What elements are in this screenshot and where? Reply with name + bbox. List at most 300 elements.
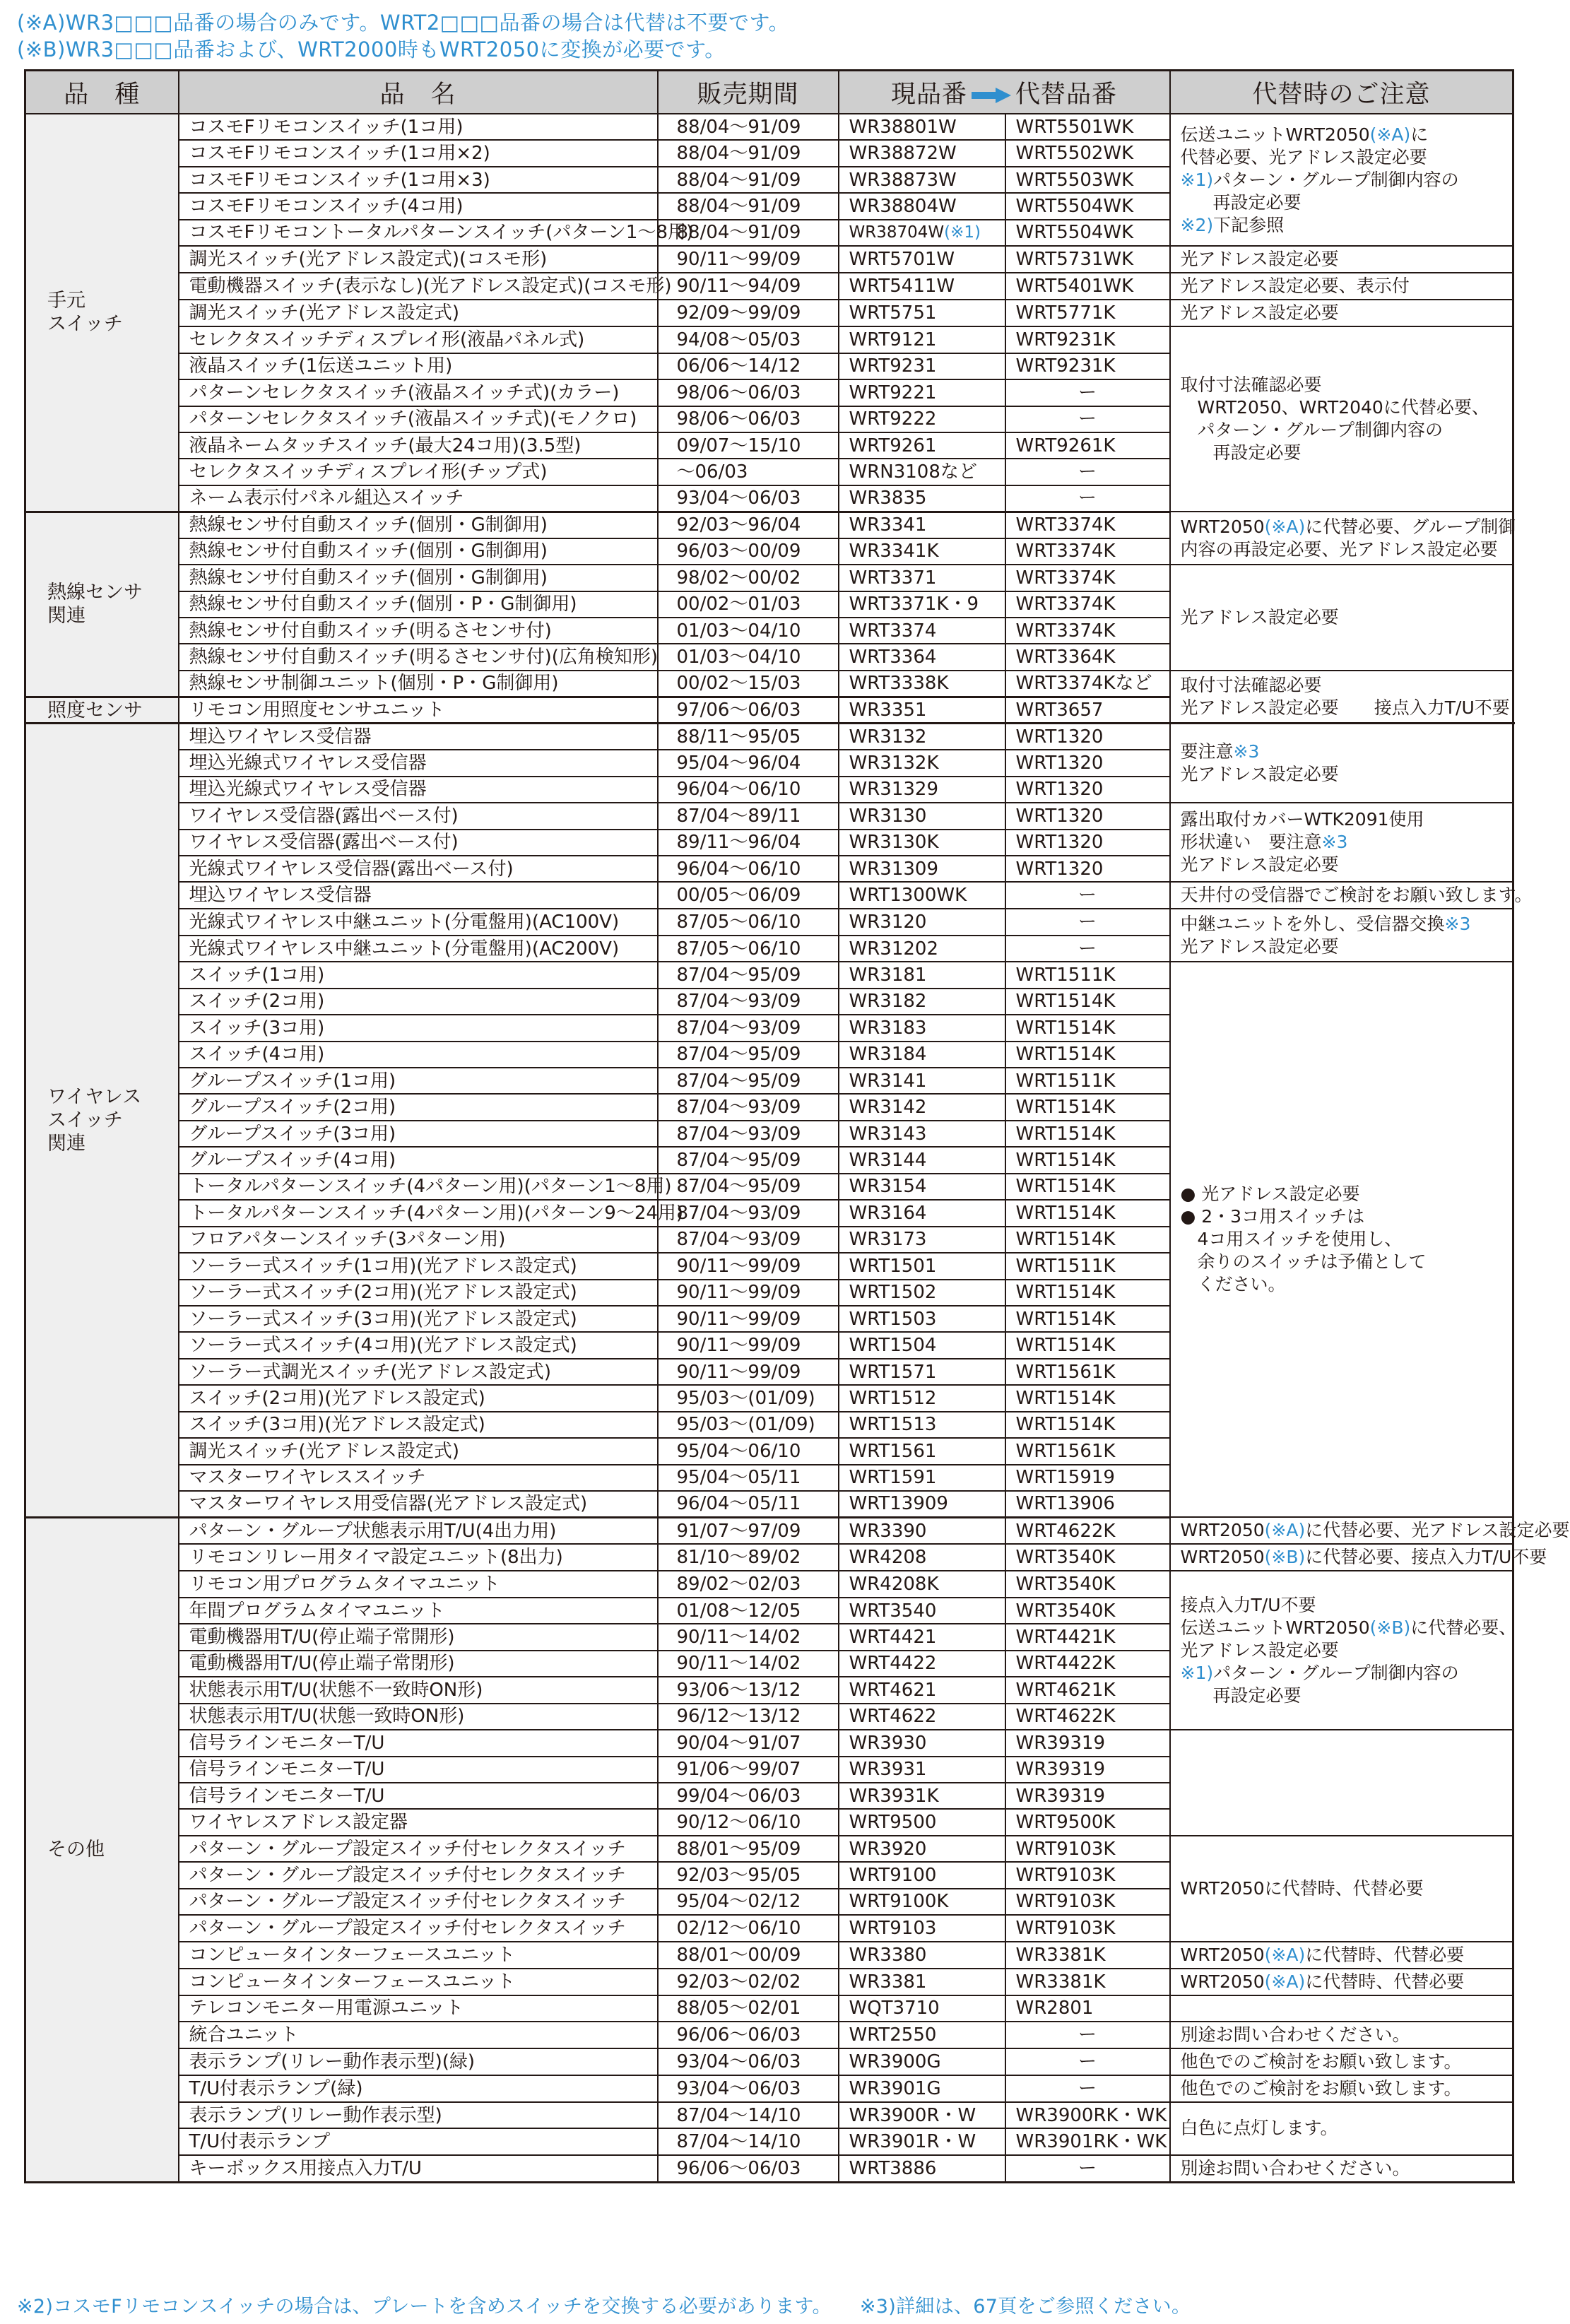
product-name-cell: パターン・グループ設定スイッチ付セレクタスイッチ — [179, 1915, 658, 1941]
product-name-cell: グループスイッチ(4コ用) — [179, 1147, 658, 1173]
replacement-part-cell: ー — [1005, 459, 1170, 485]
table-row — [25, 1544, 1513, 1571]
product-name-cell: 調光スイッチ(光アドレス設定式) — [179, 1438, 658, 1464]
product-name-cell: 熱線センサ付自動スイッチ(明るさセンサ付) — [179, 618, 658, 644]
current-part-cell — [839, 2075, 1005, 2102]
replacement-part-cell: WRT1561K — [1005, 1438, 1170, 1464]
period-cell: 01/08〜12/05 — [658, 1598, 839, 1624]
current-part-number: WR3142 — [849, 1097, 927, 1119]
period-cell: 87/05〜06/10 — [658, 936, 839, 962]
remark-line: 露出取付カバーWTK2091使用 — [1180, 809, 1424, 830]
replacement-part-cell: WRT4421K — [1005, 1624, 1170, 1650]
current-part-number: WRT3374 — [849, 620, 937, 642]
product-name-cell: 埋込ワイヤレス受信器 — [179, 724, 658, 750]
current-part-cell — [839, 830, 1005, 856]
current-part-number: WR3130 — [849, 805, 927, 827]
period-cell: 87/04〜93/09 — [658, 1015, 839, 1041]
remark-cell — [1170, 2022, 1513, 2048]
product-name-cell: 埋込光線式ワイヤレス受信器 — [179, 750, 658, 776]
remark-line: ※1)パターン・グループ制御内容の — [1180, 1662, 1459, 1683]
period-cell: 87/04〜93/09 — [658, 989, 839, 1015]
period-cell: 96/04〜05/11 — [658, 1491, 839, 1517]
replacement-part-cell: WRT1514K — [1005, 1121, 1170, 1147]
current-part-number: WR3143 — [849, 1123, 927, 1145]
category-label: 関連 — [47, 605, 85, 627]
current-part-number: WRT9221 — [849, 382, 937, 403]
product-name-cell: 表示ランプ(リレー動作表示型)(緑) — [179, 2048, 658, 2075]
current-part-number: WR3931 — [849, 1759, 927, 1781]
replacement-part-cell: WRT1511K — [1005, 1068, 1170, 1094]
current-part-number: WRT1300WK — [849, 885, 967, 907]
period-cell: 90/11〜94/09 — [658, 273, 839, 300]
product-name-cell: コスモFリモコンスイッチ(1コ用×3) — [179, 167, 658, 193]
current-part-number: WRT9100 — [849, 1864, 937, 1886]
product-name-cell: グループスイッチ(3コ用) — [179, 1121, 658, 1147]
product-name-cell: キーボックス用接点入力T/U — [179, 2155, 658, 2183]
current-part-number: WRT2550 — [849, 2024, 937, 2046]
table-row — [25, 962, 1513, 988]
remark-line: 再設定必要 — [1212, 442, 1302, 464]
remark-cell — [1170, 300, 1513, 326]
period-cell: 95/04〜02/12 — [658, 1889, 839, 1915]
product-name-cell: フロアパターンスイッチ(3パターン用) — [179, 1227, 658, 1253]
remark-line: 接点入力T/U不要 — [1180, 1594, 1316, 1615]
replacement-part-cell: WR3901RK・WK — [1005, 2128, 1170, 2154]
period-cell: 95/04〜96/04 — [658, 750, 839, 776]
current-part-number: WRT3364 — [849, 647, 937, 668]
period-cell: 90/11〜99/09 — [658, 1253, 839, 1279]
product-name-cell: 埋込ワイヤレス受信器 — [179, 882, 658, 909]
remark-cell — [1170, 2075, 1513, 2102]
current-part-cell — [839, 1969, 1005, 1995]
table-row — [25, 1942, 1513, 1969]
period-cell: 93/04〜06/03 — [658, 2048, 839, 2075]
period-cell: 87/04〜93/09 — [658, 1121, 839, 1147]
table-row — [25, 909, 1513, 935]
product-name-cell: セレクタスイッチディスプレイ形(チップ式) — [179, 459, 658, 485]
remark-cell — [1170, 2048, 1513, 2075]
remark-cell — [1170, 724, 1513, 803]
current-part-number: WRT9121 — [849, 329, 937, 350]
period-cell: 90/12〜06/10 — [658, 1809, 839, 1835]
replacement-part-cell: WRT4621K — [1005, 1677, 1170, 1703]
replacement-part-cell: WRT9231K — [1005, 353, 1170, 379]
current-part-number: WRT1513 — [849, 1414, 937, 1436]
replacement-part-cell: WR39319 — [1005, 1783, 1170, 1809]
product-name-cell: 熱線センサ付自動スイッチ(個別・G制御用) — [179, 512, 658, 538]
replacement-part-cell: WRT3540K — [1005, 1544, 1170, 1571]
replacement-part-cell: WR3381K — [1005, 1942, 1170, 1969]
remark-line: 光アドレス設定必要、表示付 — [1180, 276, 1410, 297]
current-part-number: WR3173 — [849, 1229, 927, 1251]
current-part-cell — [839, 644, 1005, 670]
current-part-cell — [839, 1598, 1005, 1624]
table-row — [25, 803, 1513, 829]
period-cell: 90/11〜99/09 — [658, 246, 839, 273]
replacement-part-cell: WRT4622K — [1005, 1517, 1170, 1544]
current-part-number: WR31329 — [849, 779, 938, 801]
current-part-cell — [839, 1359, 1005, 1385]
remark-cell — [1170, 114, 1513, 246]
period-cell: 90/04〜91/07 — [658, 1730, 839, 1756]
current-part-cell — [839, 167, 1005, 193]
current-part-number: WRT1591 — [849, 1467, 937, 1489]
replacement-part-cell: WRT5501WK — [1005, 114, 1170, 140]
product-name-cell: 熱線センサ付自動スイッチ(個別・P・G制御用) — [179, 591, 658, 618]
period-cell: 99/04〜06/03 — [658, 1783, 839, 1809]
remark-cell — [1170, 1969, 1513, 1995]
period-cell: 90/11〜99/09 — [658, 1306, 839, 1332]
current-part-cell — [839, 697, 1005, 723]
product-name-cell: パターンセレクタスイッチ(液晶スイッチ式)(カラー) — [179, 379, 658, 406]
current-part-number: WRT1503 — [849, 1308, 937, 1330]
replacement-part-cell: WRT3374K — [1005, 618, 1170, 644]
product-name-cell: T/U付表示ランプ(緑) — [179, 2075, 658, 2102]
replacement-part-cell: WRT9103K — [1005, 1836, 1170, 1862]
current-part-cell — [839, 220, 1005, 246]
table-row — [25, 671, 1513, 697]
remark-line: 白色に点灯します。 — [1180, 2118, 1338, 2139]
current-part-cell — [839, 114, 1005, 140]
current-part-number: WR31309 — [849, 858, 938, 880]
period-cell: 87/04〜93/09 — [658, 1094, 839, 1120]
current-part-cell — [839, 1651, 1005, 1677]
current-part-number: WRT3886 — [849, 2157, 937, 2179]
current-part-number: WR3183 — [849, 1017, 927, 1039]
remark-line: WRT2050(※B)に代替必要、接点入力T/U不要 — [1180, 1547, 1547, 1568]
period-cell: 90/11〜99/09 — [658, 1332, 839, 1358]
current-part-cell — [839, 512, 1005, 538]
table-row — [25, 2022, 1513, 2048]
current-part-cell — [839, 1757, 1005, 1783]
current-part-number: WR3154 — [849, 1176, 927, 1198]
product-name-cell: グループスイッチ(2コ用) — [179, 1094, 658, 1120]
replacement-part-cell: WRT1320 — [1005, 856, 1170, 882]
product-name-cell: ネーム表示付パネル組込スイッチ — [179, 485, 658, 512]
remark-line: 別途お問い合わせください。 — [1180, 2157, 1410, 2178]
current-part-cell — [839, 432, 1005, 459]
current-part-number: WR4208 — [849, 1547, 927, 1569]
product-name-cell: コスモFリモコントータルパターンスイッチ(パターン1〜8用) — [179, 220, 658, 246]
product-name-cell: 状態表示用T/U(状態不一致時ON形) — [179, 1677, 658, 1703]
current-part-number: WRT5751 — [849, 302, 937, 324]
current-part-number: WR38872W — [849, 143, 957, 165]
current-part-number: WRN3108など — [849, 461, 977, 483]
product-name-cell: 調光スイッチ(光アドレス設定式)(コスモ形) — [179, 246, 658, 273]
current-part-cell — [839, 777, 1005, 803]
remark-line: 光アドレス設定必要 — [1180, 607, 1339, 627]
product-name-cell: 信号ラインモニターT/U — [179, 1783, 658, 1809]
period-cell: 90/11〜14/02 — [658, 1624, 839, 1650]
replacement-part-cell: ー — [1005, 2075, 1170, 2102]
table-row — [25, 2155, 1513, 2183]
product-name-cell: グループスイッチ(1コ用) — [179, 1068, 658, 1094]
product-name-cell: パターンセレクタスイッチ(液晶スイッチ式)(モノクロ) — [179, 406, 658, 432]
current-part-number: WR3390 — [849, 1520, 927, 1542]
product-name-cell: コスモFリモコンスイッチ(1コ用) — [179, 114, 658, 140]
current-part-note: (※1) — [944, 223, 981, 242]
category-cell — [25, 512, 179, 697]
current-part-cell — [839, 1491, 1005, 1517]
current-part-number: WRT1561 — [849, 1440, 937, 1462]
remark-line: 余りのスイッチは予備として — [1197, 1251, 1427, 1273]
current-part-number: WR3130K — [849, 832, 939, 854]
product-name-cell: 光線式ワイヤレス受信器(露出ベース付) — [179, 856, 658, 882]
current-part-number: WRT9500 — [849, 1812, 937, 1834]
replacement-part-cell: ー — [1005, 2155, 1170, 2183]
current-part-cell — [839, 1280, 1005, 1306]
replacement-part-cell: WRT1514K — [1005, 1200, 1170, 1226]
current-part-number: WRT4422 — [849, 1653, 937, 1675]
category-label: その他 — [47, 1839, 105, 1861]
table-row — [25, 2048, 1513, 2075]
current-part-cell — [839, 1200, 1005, 1226]
remark-line: WRT2050(※A)に代替時、代替必要 — [1180, 1944, 1465, 1965]
product-name-cell: セレクタスイッチディスプレイ形(液晶パネル式) — [179, 326, 658, 353]
current-part-cell — [839, 140, 1005, 166]
replacement-part-cell: WRT1514K — [1005, 1227, 1170, 1253]
replacement-part-cell: WRT1514K — [1005, 1094, 1170, 1120]
replacement-part-cell: WRT1561K — [1005, 1359, 1170, 1385]
remark-cell — [1170, 1544, 1547, 1571]
remark-line: 形状違い 要注意※3 — [1180, 832, 1348, 853]
product-name-cell: パターン・グループ状態表示用T/U(4出力用) — [179, 1517, 658, 1544]
remark-line: 内容の再設定必要、光アドレス設定必要 — [1180, 538, 1498, 560]
replacement-part-cell: WRT9103K — [1005, 1915, 1170, 1941]
period-cell: 96/06〜06/03 — [658, 2022, 839, 2048]
header-category: 品 種 — [25, 71, 179, 114]
period-cell: 81/10〜89/02 — [658, 1544, 839, 1571]
category-label: 手元 — [47, 290, 85, 312]
period-cell: 92/03〜02/02 — [658, 1969, 839, 1995]
product-name-cell: ソーラー式スイッチ(4コ用)(光アドレス設定式) — [179, 1332, 658, 1358]
current-part-number: WR38704W — [849, 223, 945, 242]
product-name-cell: 熱線センサ制御ユニット(個別・P・G制御用) — [179, 671, 658, 697]
current-part-number: WR38801W — [849, 116, 957, 138]
current-part-number: WQT3710 — [849, 1998, 940, 2019]
current-part-cell — [839, 1465, 1005, 1491]
replacement-part-cell: WRT1514K — [1005, 1174, 1170, 1200]
current-part-number: WRT4621 — [849, 1679, 937, 1701]
product-name-cell: 液晶スイッチ(1伝送ユニット用) — [179, 353, 658, 379]
current-part-number: WR31202 — [849, 938, 938, 960]
current-part-cell — [839, 1438, 1005, 1464]
product-name-cell: テレコンモニター用電源ユニット — [179, 1995, 658, 2022]
category-label: ワイヤレス — [47, 1086, 142, 1109]
current-part-cell — [839, 1121, 1005, 1147]
replacement-part-cell: WRT9103K — [1005, 1889, 1170, 1915]
current-part-cell — [839, 1915, 1005, 1941]
product-name-cell: 状態表示用T/U(状態一致時ON形) — [179, 1704, 658, 1730]
current-part-cell — [839, 1704, 1005, 1730]
product-name-cell: 光線式ワイヤレス中継ユニット(分電盤用)(AC100V) — [179, 909, 658, 935]
replacement-part-cell: WRT3540K — [1005, 1598, 1170, 1624]
replacement-part-cell: WRT1514K — [1005, 1412, 1170, 1438]
period-cell: 09/07〜15/10 — [658, 432, 839, 459]
period-cell: 87/04〜14/10 — [658, 2102, 839, 2128]
current-part-cell — [839, 1862, 1005, 1888]
remark-line: 伝送ユニットWRT2050(※A)に — [1180, 124, 1429, 145]
current-part-number: WRT1512 — [849, 1387, 937, 1409]
replacement-part-cell: WRT1514K — [1005, 1147, 1170, 1173]
period-cell: 89/02〜02/03 — [658, 1571, 839, 1597]
replacement-part-cell: WRT1514K — [1005, 1015, 1170, 1041]
current-part-cell — [839, 1147, 1005, 1173]
replacement-part-cell: WRT5771K — [1005, 300, 1170, 326]
current-part-cell — [839, 750, 1005, 776]
current-part-number: WR3930 — [849, 1732, 927, 1754]
replacement-part-cell: WRT1514K — [1005, 1042, 1170, 1068]
period-cell: 88/04〜91/09 — [658, 220, 839, 246]
period-cell: 98/02〜00/02 — [658, 565, 839, 591]
replacement-part-cell: WR3900RK・WK — [1005, 2102, 1170, 2128]
category-cell — [25, 114, 179, 512]
remark-line: 取付寸法確認必要 — [1180, 675, 1322, 696]
current-part-number: WRT5411W — [849, 276, 955, 297]
current-part-cell — [839, 724, 1005, 750]
current-part-number: WRT9261 — [849, 435, 937, 456]
remark-cell — [1170, 1995, 1513, 2022]
remark-cell — [1170, 882, 1533, 909]
product-name-cell: スイッチ(3コ用) — [179, 1015, 658, 1041]
replacement-part-cell: WRT5503WK — [1005, 167, 1170, 193]
current-part-cell — [839, 300, 1005, 326]
product-name-cell: リモコン用照度センサユニット — [179, 697, 658, 723]
remark-line: 代替必要、光アドレス設定必要 — [1180, 146, 1427, 167]
product-name-cell: マスターワイヤレス用受信器(光アドレス設定式) — [179, 1491, 658, 1517]
current-part-cell — [839, 989, 1005, 1015]
replacement-part-cell: WRT3374Kなど — [1005, 671, 1170, 697]
current-part-number: WRT1504 — [849, 1335, 937, 1357]
arrow-right-icon — [972, 88, 1011, 103]
period-cell: 96/12〜13/12 — [658, 1704, 839, 1730]
remark-line: 光アドレス設定必要 — [1180, 936, 1339, 957]
current-part-number: WR3341K — [849, 541, 939, 562]
remark-cell — [1170, 512, 1516, 565]
current-part-cell — [839, 1015, 1005, 1041]
footer-notes — [17, 2291, 1191, 2318]
current-part-number: WR3341 — [849, 514, 927, 536]
current-part-number: WR3901R・W — [849, 2131, 976, 2153]
period-cell: 87/04〜95/09 — [658, 1042, 839, 1068]
table-row — [25, 2075, 1513, 2102]
replacement-part-cell: WR3381K — [1005, 1969, 1170, 1995]
current-part-cell — [839, 1624, 1005, 1650]
remark-cell — [1170, 671, 1513, 724]
remark-line: WRT2050(※A)に代替時、代替必要 — [1180, 1971, 1465, 1992]
replacement-part-cell: WRT1514K — [1005, 1306, 1170, 1332]
period-cell: 88/01〜95/09 — [658, 1836, 839, 1862]
current-part-cell — [839, 1412, 1005, 1438]
remark-line: パターン・グループ制御内容の — [1197, 420, 1444, 441]
replacement-part-cell: ー — [1005, 379, 1170, 406]
note-b: (※B)WR3□□□品番および、WRT2000時もWRT2050に変換が必要です。 — [17, 37, 726, 61]
current-part-cell — [839, 1094, 1005, 1120]
replacement-part-cell: WR2801 — [1005, 1995, 1170, 2022]
product-name-cell: スイッチ(4コ用) — [179, 1042, 658, 1068]
product-name-cell: 電動機器用T/U(停止端子常開形) — [179, 1624, 658, 1650]
category-label: スイッチ — [47, 313, 123, 336]
current-part-number: WRT5701W — [849, 249, 955, 271]
current-part-number: WRT4622 — [849, 1706, 937, 1728]
category-label: 関連 — [47, 1133, 85, 1155]
product-name-cell: 液晶ネームタッチスイッチ(最大24コ用)(3.5型) — [179, 432, 658, 459]
product-name-cell: マスターワイヤレススイッチ — [179, 1465, 658, 1491]
replacement-part-cell: WRT3364K — [1005, 644, 1170, 670]
period-cell: 95/04〜05/11 — [658, 1465, 839, 1491]
period-cell: 92/09〜99/09 — [658, 300, 839, 326]
table-row — [25, 1969, 1513, 1995]
remark-line: 別途お問い合わせください。 — [1180, 2024, 1410, 2045]
current-part-cell — [839, 1227, 1005, 1253]
product-name-cell: 年間プログラムタイマユニット — [179, 1598, 658, 1624]
current-part-number: WR3132K — [849, 752, 939, 774]
current-part-cell — [839, 2155, 1005, 2183]
product-name-cell: T/U付表示ランプ — [179, 2128, 658, 2154]
product-name-cell: 表示ランプ(リレー動作表示型) — [179, 2102, 658, 2128]
current-part-cell — [839, 538, 1005, 565]
period-cell: 95/03〜(01/09) — [658, 1412, 839, 1438]
remark-cell — [1170, 2102, 1513, 2155]
header-period: 販売期間 — [658, 71, 839, 114]
period-cell: 87/05〜06/10 — [658, 909, 839, 935]
remark-line: 光アドレス設定必要 — [1180, 854, 1339, 875]
current-part-cell — [839, 1385, 1005, 1411]
current-part-cell — [839, 459, 1005, 485]
period-cell: 92/03〜95/05 — [658, 1862, 839, 1888]
current-part-number: WRT13909 — [849, 1493, 948, 1515]
replacement-part-cell: WRT5504WK — [1005, 220, 1170, 246]
table-row — [25, 1836, 1513, 1862]
remark-cell — [1170, 962, 1513, 1517]
replacement-part-cell: WRT9261K — [1005, 432, 1170, 459]
period-cell: 87/04〜14/10 — [658, 2128, 839, 2154]
product-name-cell: 調光スイッチ(光アドレス設定式) — [179, 300, 658, 326]
product-name-cell: コスモFリモコンスイッチ(1コ用×2) — [179, 140, 658, 166]
table-row — [25, 1517, 1513, 1544]
current-part-number: WRT1501 — [849, 1255, 937, 1277]
current-part-number: WR3380 — [849, 1944, 927, 1966]
current-part-number: WR38804W — [849, 196, 957, 218]
replacement-part-cell: WRT15919 — [1005, 1465, 1170, 1491]
current-part-cell — [839, 936, 1005, 962]
remark-line: 光アドレス設定必要 接点入力T/U不要 — [1180, 697, 1510, 719]
current-part-cell — [839, 1836, 1005, 1862]
product-name-cell: ワイヤレス受信器(露出ベース付) — [179, 803, 658, 829]
replacement-part-cell: WRT1320 — [1005, 724, 1170, 750]
remark-line: 光アドレス設定必要 — [1180, 302, 1339, 324]
remark-line: ください。 — [1197, 1274, 1286, 1295]
period-cell: 90/11〜99/09 — [658, 1280, 839, 1306]
header-row — [25, 71, 1513, 114]
current-part-number: WRT9103 — [849, 1917, 937, 1939]
replacement-part-cell: ー — [1005, 909, 1170, 935]
current-part-number: WR3835 — [849, 488, 927, 509]
remark-cell — [1170, 803, 1513, 882]
header-current: 現品番 — [890, 80, 967, 109]
period-cell: 87/04〜93/09 — [658, 1227, 839, 1253]
product-name-cell: ソーラー式スイッチ(3コ用)(光アドレス設定式) — [179, 1306, 658, 1332]
product-name-cell: 信号ラインモニターT/U — [179, 1757, 658, 1783]
current-part-number: WR3351 — [849, 700, 927, 721]
current-part-number: WR3900R・W — [849, 2104, 976, 2126]
current-part-number: WRT3371K・9 — [849, 594, 979, 615]
remark-line: WRT2050(※A)に代替必要、グループ制御 — [1180, 516, 1516, 537]
header-remarks: 代替時のご注意 — [1170, 71, 1513, 114]
current-part-cell — [839, 406, 1005, 432]
product-name-cell: コンピュータインターフェースユニット — [179, 1969, 658, 1995]
remark-line: WRT2050(※A)に代替必要、光アドレス設定必要 — [1180, 1520, 1570, 1541]
